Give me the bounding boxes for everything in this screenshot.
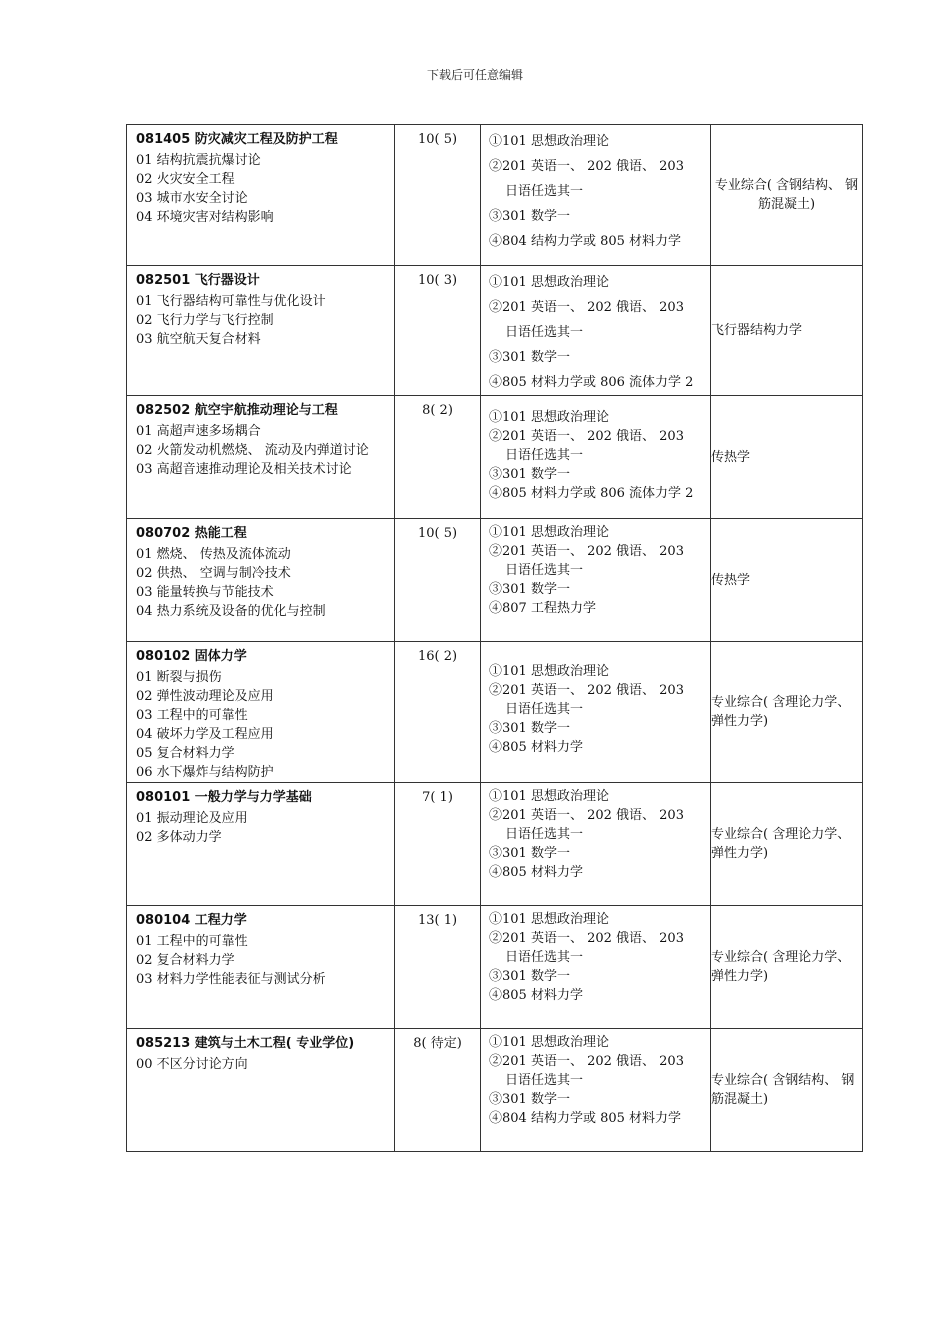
- subjects-cell: [481, 783, 711, 906]
- program-table: [126, 124, 863, 1152]
- research-direction: 01 燃烧、 传热及流体流动: [136, 547, 291, 562]
- subjects-cell: [481, 266, 711, 396]
- program-title: 085213 建筑与土木工程( 专业学位): [136, 1036, 355, 1051]
- enrollment-cell: [395, 783, 481, 906]
- program-cell: [127, 125, 395, 266]
- exam-subject: ③301 数学一: [489, 467, 570, 482]
- program-cell: [127, 906, 395, 1029]
- exam-subject: ②201 英语一、 202 俄语、 203: [489, 429, 684, 444]
- enrollment-count: 7( 1): [422, 790, 453, 805]
- exam-subject: ④805 材料力学: [489, 988, 583, 1003]
- subjects-cell: [481, 906, 711, 1029]
- exam-subject: ④805 材料力学: [489, 865, 583, 880]
- research-direction: 02 供热、 空调与制冷技术: [136, 566, 291, 581]
- table-row: [127, 906, 863, 1029]
- retest-cell: [711, 642, 863, 783]
- exam-subject: ④804 结构力学或 805 材料力学: [489, 234, 682, 249]
- exam-subject: ②201 英语一、 202 俄语、 203: [489, 808, 684, 823]
- retest-subject: 专业综合( 含理论力学、 弹性力学): [711, 695, 851, 729]
- exam-subject: 日语任选其一: [505, 950, 584, 965]
- table-row: [127, 266, 863, 396]
- research-direction: 03 航空航天复合材料: [136, 332, 261, 347]
- exam-subject: ③301 数学一: [489, 1092, 570, 1107]
- research-direction: 01 振动理论及应用: [136, 811, 248, 826]
- retest-cell: [711, 783, 863, 906]
- table-row: [127, 519, 863, 642]
- exam-subject: 日语任选其一: [505, 827, 584, 842]
- research-direction: 04 热力系统及设备的优化与控制: [136, 604, 326, 619]
- enrollment-cell: [395, 519, 481, 642]
- subjects-cell: [481, 396, 711, 519]
- retest-subject: 专业综合( 含钢结构、 钢筋混凝土): [714, 178, 859, 212]
- subjects-cell: [481, 519, 711, 642]
- enrollment-cell: [395, 266, 481, 396]
- subjects-cell: [481, 642, 711, 783]
- exam-subject: ③301 数学一: [489, 350, 570, 365]
- program-title: 082501 飞行器设计: [136, 273, 260, 288]
- retest-subject: 传热学: [711, 449, 751, 465]
- table-row: [127, 125, 863, 266]
- retest-cell: [711, 906, 863, 1029]
- exam-subject: ②201 英语一、 202 俄语、 203: [489, 300, 684, 315]
- exam-subject: ④804 结构力学或 805 材料力学: [489, 1111, 682, 1126]
- exam-subject: ①101 思想政治理论: [489, 912, 609, 927]
- research-direction: 01 高超声速多场耦合: [136, 424, 261, 439]
- subjects-cell: [481, 125, 711, 266]
- exam-subject: ①101 思想政治理论: [489, 1035, 609, 1050]
- exam-subject: 日语任选其一: [505, 184, 584, 199]
- research-direction: 00 不区分讨论方向: [136, 1057, 248, 1072]
- research-direction: 02 飞行力学与飞行控制: [136, 313, 274, 328]
- exam-subject: ②201 英语一、 202 俄语、 203: [489, 683, 684, 698]
- table-row: [127, 642, 863, 783]
- exam-subject: ③301 数学一: [489, 721, 570, 736]
- exam-subject: ②201 英语一、 202 俄语、 203: [489, 159, 684, 174]
- enrollment-cell: [395, 396, 481, 519]
- program-title: 080102 固体力学: [136, 649, 247, 664]
- research-direction: 03 高超音速推动理论及相关技术讨论: [136, 462, 352, 477]
- research-direction: 01 结构抗震抗爆讨论: [136, 153, 261, 168]
- exam-subject: ④807 工程热力学: [489, 601, 596, 616]
- exam-subject: ②201 英语一、 202 俄语、 203: [489, 544, 684, 559]
- research-direction: 03 能量转换与节能技术: [136, 585, 274, 600]
- enrollment-cell: [395, 125, 481, 266]
- exam-subject: ④805 材料力学或 806 流体力学 2: [489, 375, 694, 390]
- program-cell: [127, 396, 395, 519]
- exam-subject: ③301 数学一: [489, 969, 570, 984]
- table-row: [127, 1029, 863, 1152]
- exam-subject: ①101 思想政治理论: [489, 410, 609, 425]
- program-title: 080101 一般力学与力学基础: [136, 790, 312, 805]
- subjects-cell: [481, 1029, 711, 1152]
- exam-subject: ①101 思想政治理论: [489, 525, 609, 540]
- exam-subject: 日语任选其一: [505, 702, 584, 717]
- enrollment-cell: [395, 1029, 481, 1152]
- exam-subject: ④805 材料力学: [489, 740, 583, 755]
- retest-cell: [711, 1029, 863, 1152]
- exam-subject: 日语任选其一: [505, 563, 584, 578]
- exam-subject: 日语任选其一: [505, 1073, 584, 1088]
- research-direction: 02 火灾安全工程: [136, 172, 235, 187]
- research-direction: 02 火箭发动机燃烧、 流动及内弹道讨论: [136, 443, 369, 458]
- table-row: [127, 396, 863, 519]
- research-direction: 03 工程中的可靠性: [136, 708, 248, 723]
- research-direction: 01 断裂与损伤: [136, 670, 222, 685]
- enrollment-count: 8( 待定): [413, 1036, 462, 1051]
- research-direction: 02 多体动力学: [136, 830, 222, 845]
- exam-subject: ①101 思想政治理论: [489, 134, 609, 149]
- research-direction: 02 复合材料力学: [136, 953, 235, 968]
- research-direction: 03 材料力学性能表征与测试分析: [136, 972, 326, 987]
- exam-subject: 日语任选其一: [505, 325, 584, 340]
- program-title: 080702 热能工程: [136, 526, 247, 541]
- page-header: 下载后可任意编辑: [426, 68, 523, 82]
- program-title: 080104 工程力学: [136, 913, 247, 928]
- research-direction: 01 工程中的可靠性: [136, 934, 248, 949]
- enrollment-count: 10( 3): [417, 273, 458, 288]
- exam-subject: 日语任选其一: [505, 448, 584, 463]
- exam-subject: ④805 材料力学或 806 流体力学 2: [489, 486, 694, 501]
- exam-subject: ①101 思想政治理论: [489, 789, 609, 804]
- exam-subject: ③301 数学一: [489, 846, 570, 861]
- program-title: 082502 航空宇航推动理论与工程: [136, 403, 338, 418]
- enrollment-count: 10( 5): [417, 132, 458, 147]
- retest-cell: [711, 125, 863, 266]
- program-title: 081405 防灾减灾工程及防护工程: [136, 132, 338, 147]
- retest-subject: 专业综合( 含理论力学、 弹性力学): [711, 950, 851, 984]
- retest-subject: 专业综合( 含钢结构、 钢筋混凝土): [711, 1073, 855, 1107]
- research-direction: 05 复合材料力学: [136, 746, 235, 761]
- research-direction: 03 城市水安全讨论: [136, 191, 248, 206]
- exam-subject: ①101 思想政治理论: [489, 275, 609, 290]
- program-cell: [127, 519, 395, 642]
- enrollment-count: 10( 5): [417, 526, 458, 541]
- program-cell: [127, 1029, 395, 1152]
- research-direction: 04 破坏力学及工程应用: [136, 727, 274, 742]
- research-direction: 06 水下爆炸与结构防护: [136, 765, 274, 780]
- research-direction: 01 飞行器结构可靠性与优化设计: [136, 294, 326, 309]
- retest-subject: 飞行器结构力学: [711, 323, 803, 338]
- enrollment-count: 8( 2): [422, 403, 453, 418]
- exam-subject: ③301 数学一: [489, 209, 570, 224]
- retest-subject: 传热学: [711, 572, 751, 588]
- retest-cell: [711, 266, 863, 396]
- retest-cell: [711, 396, 863, 519]
- program-cell: [127, 266, 395, 396]
- research-direction: 04 环境灾害对结构影响: [136, 210, 274, 225]
- table-row: [127, 783, 863, 906]
- program-cell: [127, 783, 395, 906]
- enrollment-count: 13( 1): [417, 913, 458, 928]
- exam-subject: ③301 数学一: [489, 582, 570, 597]
- research-direction: 02 弹性波动理论及应用: [136, 689, 274, 704]
- retest-subject: 专业综合( 含理论力学、 弹性力学): [711, 827, 851, 861]
- enrollment-cell: [395, 642, 481, 783]
- program-cell: [127, 642, 395, 783]
- enrollment-cell: [395, 906, 481, 1029]
- exam-subject: ①101 思想政治理论: [489, 664, 609, 679]
- exam-subject: ②201 英语一、 202 俄语、 203: [489, 931, 684, 946]
- enrollment-count: 16( 2): [417, 649, 458, 664]
- retest-cell: [711, 519, 863, 642]
- exam-subject: ②201 英语一、 202 俄语、 203: [489, 1054, 684, 1069]
